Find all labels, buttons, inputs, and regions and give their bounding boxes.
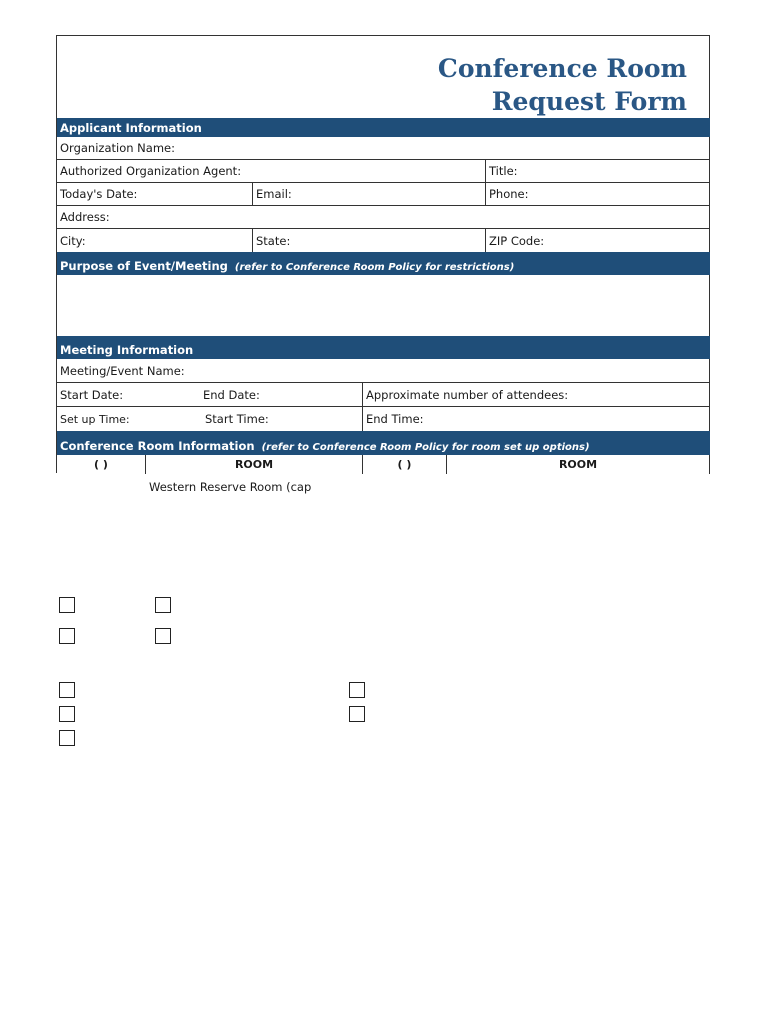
rooms-table-header [57,455,710,474]
todays-date-field[interactable] [57,183,252,205]
room-checkbox[interactable] [155,597,171,613]
option-checkbox[interactable] [59,730,75,746]
organization-name-row [57,137,710,160]
rooms-note: (refer to Conference Room Policy for room set up options) [261,442,590,453]
request-form [56,35,710,473]
attendees-label: Approximate number of attendees: [366,387,569,402]
title-label: Title: [489,164,518,178]
state-label: State: [256,233,291,248]
setup-time-label: Set up Time: [60,412,130,426]
organization-name-field[interactable] [57,137,710,159]
option-checkbox[interactable] [349,706,365,722]
end-time-field[interactable] [362,407,710,431]
meeting-name-field[interactable] [57,359,710,382]
email-field[interactable] [252,183,485,205]
agent-label: Authorized Organization Agent: [60,164,242,178]
state-field[interactable] [252,229,485,252]
end-date-label: End Date: [203,387,260,402]
agent-row [57,160,710,183]
title-line-1: Conference Room [437,54,687,83]
city-state-zip-row [57,229,710,252]
applicant-section-header [57,118,710,137]
organization-name-label: Organization Name: [60,141,175,155]
room-name-western-reserve: Western Reserve Room (cap [149,480,312,494]
attendees-field[interactable] [362,383,710,406]
room-column-header-2: ROOM [446,455,710,474]
option-checkbox[interactable] [59,682,75,698]
zip-label: ZIP Code: [489,233,545,248]
dates-attendees-row [57,383,710,407]
select-column-header-1: ( ) [94,458,108,471]
form-title [438,52,687,118]
meeting-section-label: Meeting Information [60,343,194,357]
date-email-phone-row [57,183,710,206]
zip-field[interactable] [485,229,710,252]
room-column-header-1: ROOM [145,455,362,474]
option-checkbox[interactable] [349,682,365,698]
address-field[interactable] [57,206,710,228]
email-label: Email: [256,187,292,201]
end-time-label: End Time: [366,412,424,426]
room-checkbox[interactable] [59,597,75,613]
title-field[interactable] [485,160,710,182]
start-date-field[interactable] [57,383,200,406]
purpose-section-header [57,252,710,275]
address-row [57,206,710,229]
phone-label: Phone: [489,187,529,201]
phone-field[interactable] [485,183,710,205]
room-checkbox[interactable] [155,628,171,644]
city-label: City: [60,233,86,248]
room-checkbox[interactable] [59,628,75,644]
city-field[interactable] [57,229,252,252]
todays-date-label: Today's Date: [60,187,138,201]
select-column-header-2: ( ) [362,455,446,474]
start-time-field[interactable] [200,407,362,431]
times-row [57,407,710,431]
meeting-section-header [57,336,710,359]
agent-field[interactable] [57,160,485,182]
purpose-note: (refer to Conference Room Policy for restrictions) [234,262,515,273]
applicant-section-label: Applicant Information [60,121,202,135]
meeting-name-row [57,359,710,383]
start-time-label: Start Time: [205,412,269,426]
address-label: Address: [60,210,110,224]
purpose-section-label: Purpose of Event/Meeting [60,259,228,273]
purpose-text-area[interactable] [57,275,710,336]
rooms-section-header [57,431,710,455]
setup-time-field[interactable] [57,407,200,431]
rooms-section-label: Conference Room Information [60,439,255,453]
option-checkbox[interactable] [59,706,75,722]
meeting-name-label: Meeting/Event Name: [60,363,185,378]
start-date-label: Start Date: [60,387,124,402]
title-line-2: Request Form [491,87,687,116]
end-date-field[interactable] [200,383,362,406]
